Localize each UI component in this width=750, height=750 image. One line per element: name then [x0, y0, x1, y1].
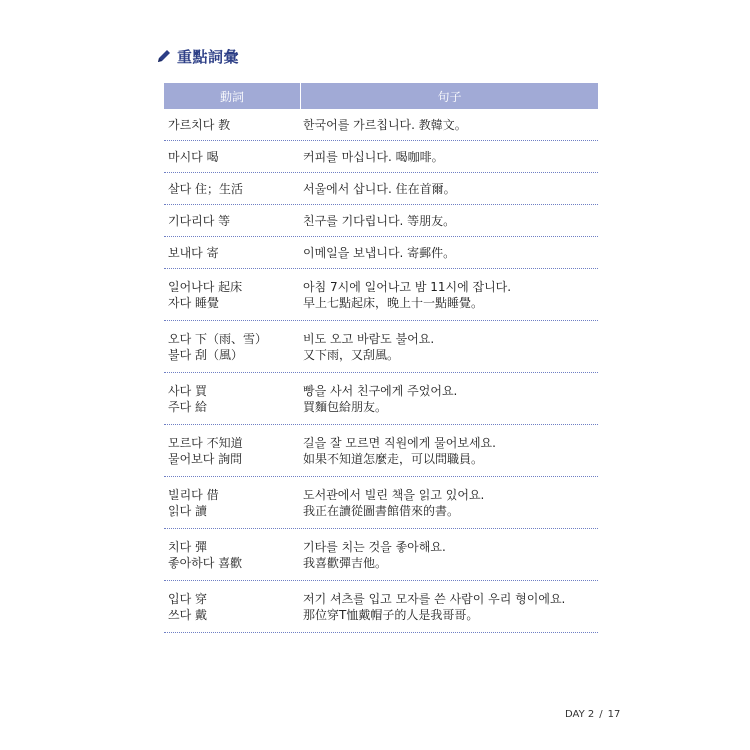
verb-text: 보내다 寄 — [168, 245, 219, 260]
sentence-cell — [301, 477, 598, 528]
sentence-text: 早上七點起床，晚上十一點睡覺。 — [303, 295, 484, 310]
verb-cell — [164, 173, 301, 204]
verb-cell — [164, 269, 301, 320]
sentence-text: 아침 7시에 일어나고 밤 11시에 잡니다. — [303, 279, 512, 294]
table-row — [164, 205, 598, 237]
verb-cell — [164, 109, 301, 140]
verb-text: 읽다 讀 — [168, 503, 207, 518]
sentence-cell — [301, 321, 598, 372]
header-sentence: 句子 — [437, 89, 462, 104]
sentence-cell — [301, 529, 598, 580]
sentence-text: 비도 오고 바람도 불어요. — [303, 331, 435, 346]
sentence-cell — [301, 237, 598, 268]
verb-text: 모르다 不知道 — [168, 435, 243, 450]
sentence-text: 那位穿T恤戴帽子的人是我哥哥。 — [303, 607, 479, 622]
sentence-cell — [301, 425, 598, 476]
vocabulary-table — [164, 83, 598, 633]
page-footer — [565, 709, 620, 720]
verb-text: 주다 給 — [168, 399, 207, 414]
verb-text: 살다 住；生活 — [168, 181, 243, 196]
sentence-text: 빵을 사서 친구에게 주었어요. — [303, 383, 458, 398]
verb-text: 오다 下（雨、雪） — [168, 331, 267, 346]
sentence-text: 한국어를 가르칩니다. 教韓文。 — [303, 117, 467, 132]
table-row — [164, 173, 598, 205]
sentence-cell — [301, 205, 598, 236]
verb-text: 자다 睡覺 — [168, 295, 219, 310]
sentence-text: 길을 잘 모르면 직원에게 물어보세요. — [303, 435, 496, 450]
table-body — [164, 109, 598, 633]
sentence-text: 又下雨，又刮風。 — [303, 347, 400, 362]
sentence-text: 커피를 마십니다. 喝咖啡。 — [303, 149, 444, 164]
section-title-text: 重點詞彙 — [177, 47, 240, 66]
sentence-text: 서울에서 삽니다. 住在首爾。 — [303, 181, 456, 196]
verb-text: 치다 彈 — [168, 539, 207, 554]
table-row — [164, 109, 598, 141]
verb-text: 좋아하다 喜歡 — [168, 555, 243, 570]
table-row — [164, 425, 598, 477]
verb-text: 사다 買 — [168, 383, 207, 398]
verb-text: 가르치다 教 — [168, 117, 231, 132]
sentence-cell — [301, 269, 598, 320]
section-title — [155, 44, 239, 68]
sentence-cell — [301, 141, 598, 172]
table-row — [164, 373, 598, 425]
verb-text: 마시다 喝 — [168, 149, 219, 164]
footer-separator: / — [599, 709, 603, 720]
table-row — [164, 321, 598, 373]
verb-cell — [164, 373, 301, 424]
table-row — [164, 477, 598, 529]
verb-cell — [164, 205, 301, 236]
table-row — [164, 269, 598, 321]
verb-cell — [164, 141, 301, 172]
verb-text: 물어보다 詢問 — [168, 451, 243, 466]
sentence-text: 도서관에서 빌린 책을 읽고 있어요. — [303, 487, 485, 502]
sentence-text: 我正在讀從圖書館借來的書。 — [303, 503, 460, 518]
sentence-cell — [301, 109, 598, 140]
table-header — [164, 83, 598, 109]
sentence-text: 如果不知道怎麼走，可以問職員。 — [303, 451, 484, 466]
table-row — [164, 529, 598, 581]
sentence-text: 저기 셔츠를 입고 모자를 쓴 사람이 우리 형이에요. — [303, 591, 566, 606]
verb-text: 빌리다 借 — [168, 487, 219, 502]
verb-cell — [164, 425, 301, 476]
verb-text: 불다 刮（風） — [168, 347, 243, 362]
verb-text: 일어나다 起床 — [168, 279, 243, 294]
verb-text: 기다리다 等 — [168, 213, 231, 228]
verb-cell — [164, 321, 301, 372]
sentence-text: 기타를 치는 것을 좋아해요. — [303, 539, 446, 554]
sentence-text: 친구를 기다립니다. 等朋友。 — [303, 213, 456, 228]
sentence-text: 我喜歡彈吉他。 — [303, 555, 388, 570]
table-row — [164, 141, 598, 173]
footer-page-number: 17 — [607, 709, 621, 720]
verb-cell — [164, 477, 301, 528]
pencil-icon — [155, 47, 173, 65]
footer-day: DAY 2 — [565, 709, 595, 720]
verb-text: 입다 穿 — [168, 591, 207, 606]
sentence-cell — [301, 373, 598, 424]
verb-text: 쓰다 戴 — [168, 607, 207, 622]
table-row — [164, 237, 598, 269]
sentence-cell — [301, 581, 598, 632]
sentence-text: 이메일을 보냅니다. 寄郵件。 — [303, 245, 456, 260]
header-verb: 動詞 — [219, 89, 244, 104]
verb-cell — [164, 581, 301, 632]
verb-cell — [164, 529, 301, 580]
verb-cell — [164, 237, 301, 268]
sentence-cell — [301, 173, 598, 204]
table-row — [164, 581, 598, 633]
sentence-text: 買麵包給朋友。 — [303, 399, 388, 414]
